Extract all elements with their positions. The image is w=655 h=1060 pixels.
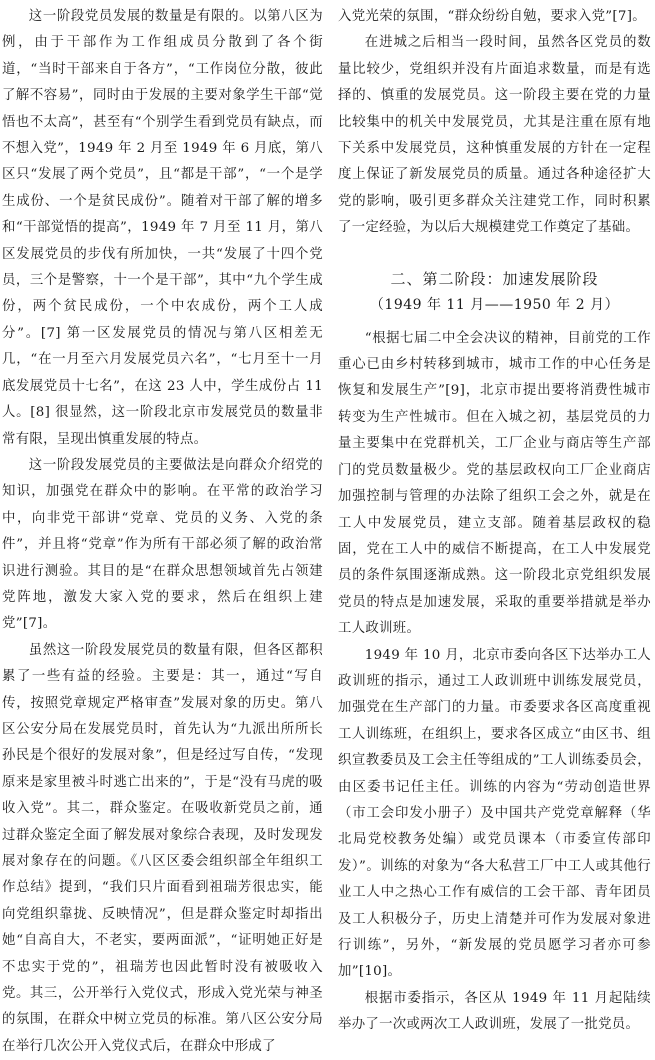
section-subtitle: （1949 年 11 月——1950 年 2 月） xyxy=(369,296,620,313)
section-title: 二、第二阶段：加速发展阶段 xyxy=(390,269,599,288)
left-column xyxy=(2,4,323,1060)
body-paragraph: “根据七届二中全会决议的精神，目前党的工作重心已由乡村转移到城市，城市工作的中心任务是恢复和发展生产”[9]，北京市提出要将消费性城市转变为生产性城市。但在入城之初，基层党员的力量主要集中在党群机关，工厂企业与商店等生产部门的党员数量极少。党的基层政权向工厂企业商店加强控制与管理的办法除了组织工会之外，就是在工人中发展党员，建立支部。随着基层政权的稳固，党在工人中的威信不断提高，在工人中发展党员的条件氛围逐渐成熟。这一阶段北京党组织发展党员的特点是加速发展，采取的重要举措就是举办工人政训班。 xyxy=(338,330,651,637)
section-heading xyxy=(338,266,651,318)
right-column xyxy=(338,4,651,1039)
body-paragraph: 在进城之后相当一段时间，虽然各区党员的数量比较少，党组织并没有片面追求数量，而是有选择的、慎重的发展党员。这一阶段主要在党的力量比较集中的机关中发展党员，尤其是注重在原有地下关系中发展党员，这种慎重发展的方针在一定程度上保证了新发展党员的质量。通过各种途径扩大党的影响，吸引更多群众关注建党工作，同时积累了一定经验，为以后大规模建党工作奠定了基础。 xyxy=(338,35,651,236)
body-paragraph: 1949 年 10 月，北京市委向各区下达举办工人政训班的指示，通过工人政训班中训练发展党员，加强党在生产部门的力量。市委要求各区高度重视工人训练班，在组织上，要求各区成立“由区书、组织宣教委员及工会主任等组成的”工人训练委员会，由区委书记任主任。训练的内容为“劳动创造世界（市工会印发小册子）及中国共产党党章解释（华北局党校教务处编）或党员课本（市委宣传部印发）”。训练的对象为“各大私营工厂中工人或其他行业工人中之热心工作有威信的工会干部、青年团员及工人积极分子，历史上清楚并可作为发展对象进行训练”，另外，“新发展的党员愿学习者亦可参加”[10]。 xyxy=(338,647,651,980)
body-paragraph: 这一阶段党员发展的数量是有限的。以第八区为例，由于干部作为工作组成员分散到了各个街道，“当时干部来自于各方”，“工作岗位分散，彼此了解不容易”，同时由于发展的主要对象学生干部“觉悟也不太高”，甚至有“个别学生看到党员有缺点，而不想入党”，1949 年 2 月至 1949 年 6 月底，第八区只“发展了两个党员”，且“都是干部”，“一个是学生成份、一个是贫民成份”。随着对干部了解的增多和“干部觉悟的提高”，1949 年 7 月至 11 月，第八区发展党员的步伐有所加快，一共“发展了十四个党员，三个是警察，十一个是干部”，其中“九个学生成份，两个贫民成份，一个中农成份，两个工人成分”。[7] 第一区发展党员的情况与第八区相差无几，“在一月至六月发展党员六名”，“七月至十一月底发展党员十七名”，在这 23 人中，学生成份占 11 人。[8] 很显然，这一阶段北京市发展党员的数量非常有限，呈现出慎重发展的特点。 xyxy=(2,9,323,447)
body-paragraph-continued: 入党光荣的氛围，“群众纷纷自勉，要求入党”[7]。 xyxy=(338,9,646,24)
body-paragraph: 根据市委指示，各区从 1949 年 11 月起陆续举办了一次或两次工人政训班，发展了一批党员。 xyxy=(338,990,651,1033)
body-paragraph: 虽然这一阶段发展党员的数量有限，但各区都积累了一些有益的经验。主要是：其一，通过“写自传，按照党章规定严格审查”发展对象的历史。第八区公安分局在发展党员时，首先认为“九派出所所长孙民是个很好的发展对象”，但是经过写自传，“发现原来是家里被斗时逃亡出来的”，于是“没有马虎的吸收入党”。其二，群众鉴定。在吸收新党员之前，通过群众鉴定全面了解发展对象综合表现，及时发现发展对象存在的问题。《八区区委会组织部全年组织工作总结》提到，“我们只片面看到祖瑞芳很忠实，能向党组织靠拢、反映情况”，但是群众鉴定时却指出她“自高自大，不老实，要两面派”，“证明她正好是不忠实于党的”，祖瑞芳也因此暂时没有被吸收入党。其三，公开举行入党仪式，形成入党光荣与神圣的氛围，在群众中树立党员的标准。第八区公安分局在举行几次公开入党仪式后，在群众中形成了 xyxy=(2,642,323,1054)
body-paragraph: 这一阶段发展党员的主要做法是向群众介绍党的知识，加强党在群众中的影响。在平常的政治学习中，向非党干部讲“党章、党员的义务、入党的条件”，并且将“党章”作为所有干部必须了解的政治常识进行测验。其目的是“在群众思想领域首先占领建党阵地，激发大家入党的要求，然后在组织上建党”[7]。 xyxy=(2,457,323,632)
